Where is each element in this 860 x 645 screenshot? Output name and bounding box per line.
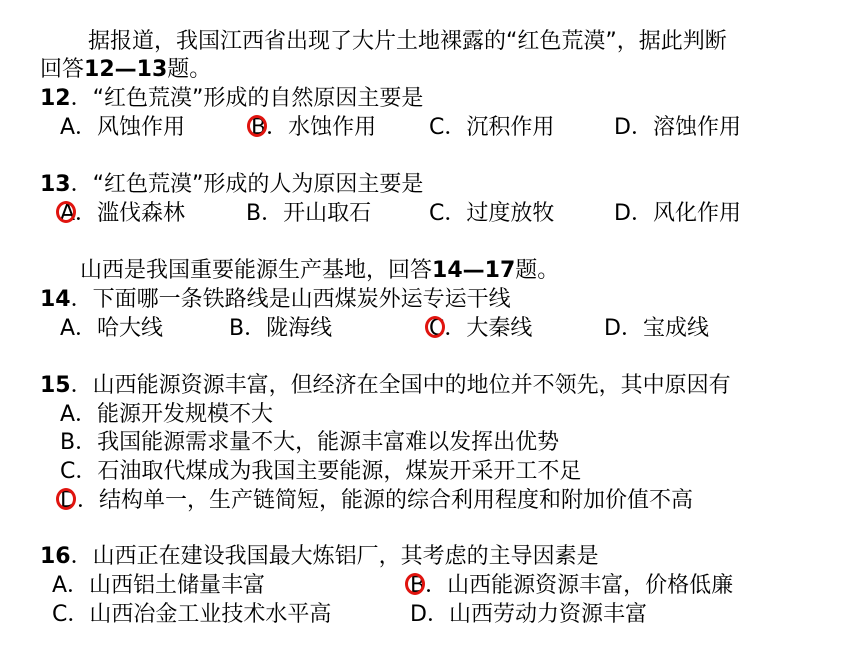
- q14-option-d: D．宝成线: [604, 316, 709, 341]
- answer-circle-mark: [56, 488, 76, 510]
- answer-circle-mark: [247, 115, 267, 137]
- q16-option-d: D．山西劳动力资源丰富: [410, 602, 647, 627]
- answer-circle-mark: [405, 573, 425, 595]
- question-number: 12: [40, 86, 71, 111]
- q15-option-b: B．我国能源需求量不大，能源丰富难以发挥出优势: [60, 430, 560, 455]
- q15-option-d: D．结构单一，生产链简短，能源的综合利用程度和附加价值不高: [60, 488, 693, 513]
- q16-option-b: B．山西能源资源丰富，价格低廉: [410, 573, 734, 598]
- q16-option-a: A．山西铝土储量丰富: [52, 573, 266, 598]
- q13-option-d: D．风化作用: [614, 201, 741, 226]
- q12-option-b: B．水蚀作用: [251, 115, 377, 140]
- q12-option-a: A．风蚀作用: [60, 115, 186, 140]
- question-range: 12—13: [84, 57, 168, 82]
- question-number: 14: [40, 287, 71, 312]
- intro-text-line-3: [80, 257, 559, 285]
- intro-text-pre: 山西是我国重要能源生产基地，回答: [80, 258, 433, 283]
- q16-option-c: C．山西冶金工业技术水平高: [52, 602, 332, 627]
- intro-text-pre: 回答: [40, 57, 85, 82]
- q14-option-b: B．陇海线: [229, 316, 333, 341]
- q12-option-c: C．沉积作用: [429, 115, 555, 140]
- question-text: ．下面哪一条铁路线是山西煤炭外运专运干线: [70, 287, 511, 312]
- question-text: ．山西正在建设我国最大炼铝厂，其考虑的主导因素是: [70, 544, 599, 569]
- intro-text-post: 题。: [515, 258, 560, 283]
- question-15-stem: [40, 372, 731, 400]
- question-13-stem: [40, 171, 423, 199]
- intro-text-line-1: 据报道，我国江西省出现了大片土地裸露的“红色荒漠”，据此判断: [88, 29, 727, 54]
- question-text: ．“红色荒漠”形成的人为原因主要是: [70, 172, 424, 197]
- q13-option-c: C．过度放牧: [429, 201, 555, 226]
- question-14-stem: [40, 286, 511, 314]
- question-number: 13: [40, 172, 71, 197]
- question-16-stem: [40, 543, 599, 571]
- question-12-stem: [40, 85, 423, 113]
- question-range: 14—17: [432, 258, 516, 283]
- q12-option-d: D．溶蚀作用: [614, 115, 741, 140]
- question-text: ．山西能源资源丰富，但经济在全国中的地位并不领先，其中原因有: [70, 373, 731, 398]
- intro-text-post: 题。: [167, 57, 212, 82]
- q14-option-a: A．哈大线: [60, 316, 164, 341]
- intro-text-line-2: [40, 56, 211, 84]
- q13-option-a: A．滥伐森林: [60, 201, 186, 226]
- answer-circle-mark: [56, 201, 76, 223]
- question-text: ．“红色荒漠”形成的自然原因主要是: [70, 86, 424, 111]
- answer-circle-mark: [425, 316, 445, 338]
- question-number: 16: [40, 544, 71, 569]
- q14-option-c: C．大秦线: [429, 316, 533, 341]
- q13-option-b: B．开山取石: [246, 201, 372, 226]
- q15-option-c: C．石油取代煤成为我国主要能源，煤炭开采开工不足: [60, 459, 582, 484]
- question-number: 15: [40, 373, 71, 398]
- q15-option-a: A．能源开发规模不大: [60, 402, 274, 427]
